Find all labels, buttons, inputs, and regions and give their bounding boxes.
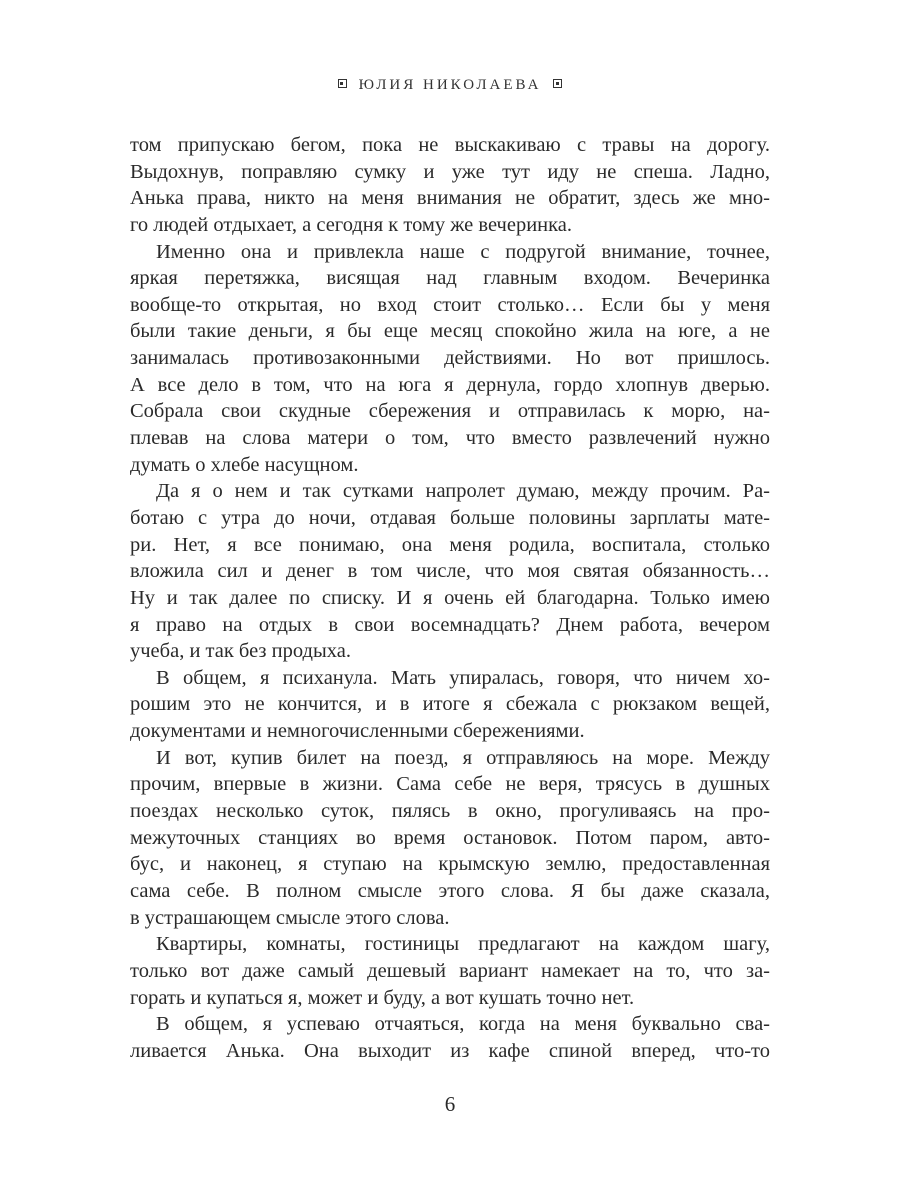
text-line: учеба, и так без продыха. [130, 640, 351, 663]
text-line: в устрашающем смысле этого слова. [130, 906, 450, 929]
paragraph [130, 931, 770, 1011]
paragraph [130, 478, 770, 664]
text-line: документами и немногочисленными сбережениями. [130, 720, 585, 743]
paragraph [130, 239, 770, 479]
text-line: поездах несколько суток, пялясь в окно, прогуливаясь на про- [130, 800, 770, 823]
paragraph [130, 1011, 770, 1064]
text-line: рошим это не кончится, и в итоге я сбежала с рюкзаком вещей, [130, 693, 770, 716]
text-line: Анька права, никто на меня внимания не обратит, здесь же мно- [130, 187, 770, 210]
text-line: Именно она и привлекла наше с подругой внимание, точнее, [156, 240, 770, 263]
page-number: 6 [444, 1092, 456, 1116]
text-line: вообще-то открытая, но вход стоит столько… Если бы у меня [130, 293, 770, 316]
text-line: В общем, я успеваю отчаяться, когда на меня буквально сва- [156, 1013, 770, 1036]
text-line: только вот даже самый дешевый вариант намекает на то, что за- [130, 959, 770, 982]
author-name: ЮЛИЯ НИКОЛАЕВА [358, 77, 542, 93]
paragraph [130, 745, 770, 931]
text-line: ри. Нет, я все понимаю, она меня родила, воспитала, столько [130, 533, 770, 556]
text-line: А все дело в том, что на юга я дернула, гордо хлопнув дверью. [130, 373, 770, 396]
text-line: И вот, купив билет на поезд, я отправляюсь на море. Между [156, 746, 770, 769]
text-line: плевав на слова матери о том, что вместо развлечений нужно [130, 427, 770, 450]
text-line: бус, и наконец, я ступаю на крымскую землю, предоставленная [130, 853, 770, 876]
paragraph [130, 665, 770, 745]
body-text [130, 132, 770, 1064]
text-line: Ну и так далее по списку. И я очень ей благодарна. Только имею [130, 586, 770, 609]
text-line: Квартиры, комнаты, гостиницы предлагают на каждом шагу, [156, 933, 770, 956]
text-line: думать о хлебе насущном. [130, 453, 359, 476]
text-line: занималась противозаконными действиями. Но вот пришлось. [130, 347, 770, 370]
text-line: Да я о нем и так сутками напролет думаю, между прочим. Ра- [156, 480, 770, 503]
text-line: Выдохнув, поправляю сумку и уже тут иду не спеша. Ладно, [130, 160, 770, 183]
text-line: яркая перетяжка, висящая над главным входом. Вечеринка [130, 267, 770, 290]
text-line: горать и купаться я, может и буду, а вот кушать точно нет. [130, 986, 635, 1009]
square-ornament-icon [338, 79, 347, 88]
text-line: межуточных станциях во время остановок. Потом паром, авто- [130, 826, 770, 849]
text-line: го людей отдыхает, а сегодня к тому же вечеринка. [130, 213, 573, 236]
paragraph [130, 132, 770, 239]
text-line: я право на отдых в свои восемнадцать? Днем работа, вечером [130, 613, 770, 636]
text-line: В общем, я психанула. Мать упиралась, говоря, что ничем хо- [156, 666, 770, 689]
text-line: том припускаю бегом, пока не выскакиваю с травы на дорогу. [130, 134, 770, 156]
text-line: ливается Анька. Она выходит из кафе спиной вперед, что-то [130, 1039, 770, 1062]
text-line: Собрала свои скудные сбережения и отправилась к морю, на- [130, 400, 770, 423]
text-line: сама себе. В полном смысле этого слова. Я бы даже сказала, [130, 879, 770, 902]
text-line: ботаю с утра до ночи, отдавая больше половины зарплаты мате- [130, 506, 770, 529]
text-line: прочим, впервые в жизни. Сама себе не веря, трясусь в душных [130, 773, 770, 796]
square-ornament-icon [553, 79, 562, 88]
running-header [0, 74, 900, 96]
text-line: были такие деньги, я бы еще месяц спокойно жила на юге, а не [130, 320, 770, 343]
text-line: вложила сил и денег в том числе, что моя святая обязанность… [130, 560, 770, 583]
